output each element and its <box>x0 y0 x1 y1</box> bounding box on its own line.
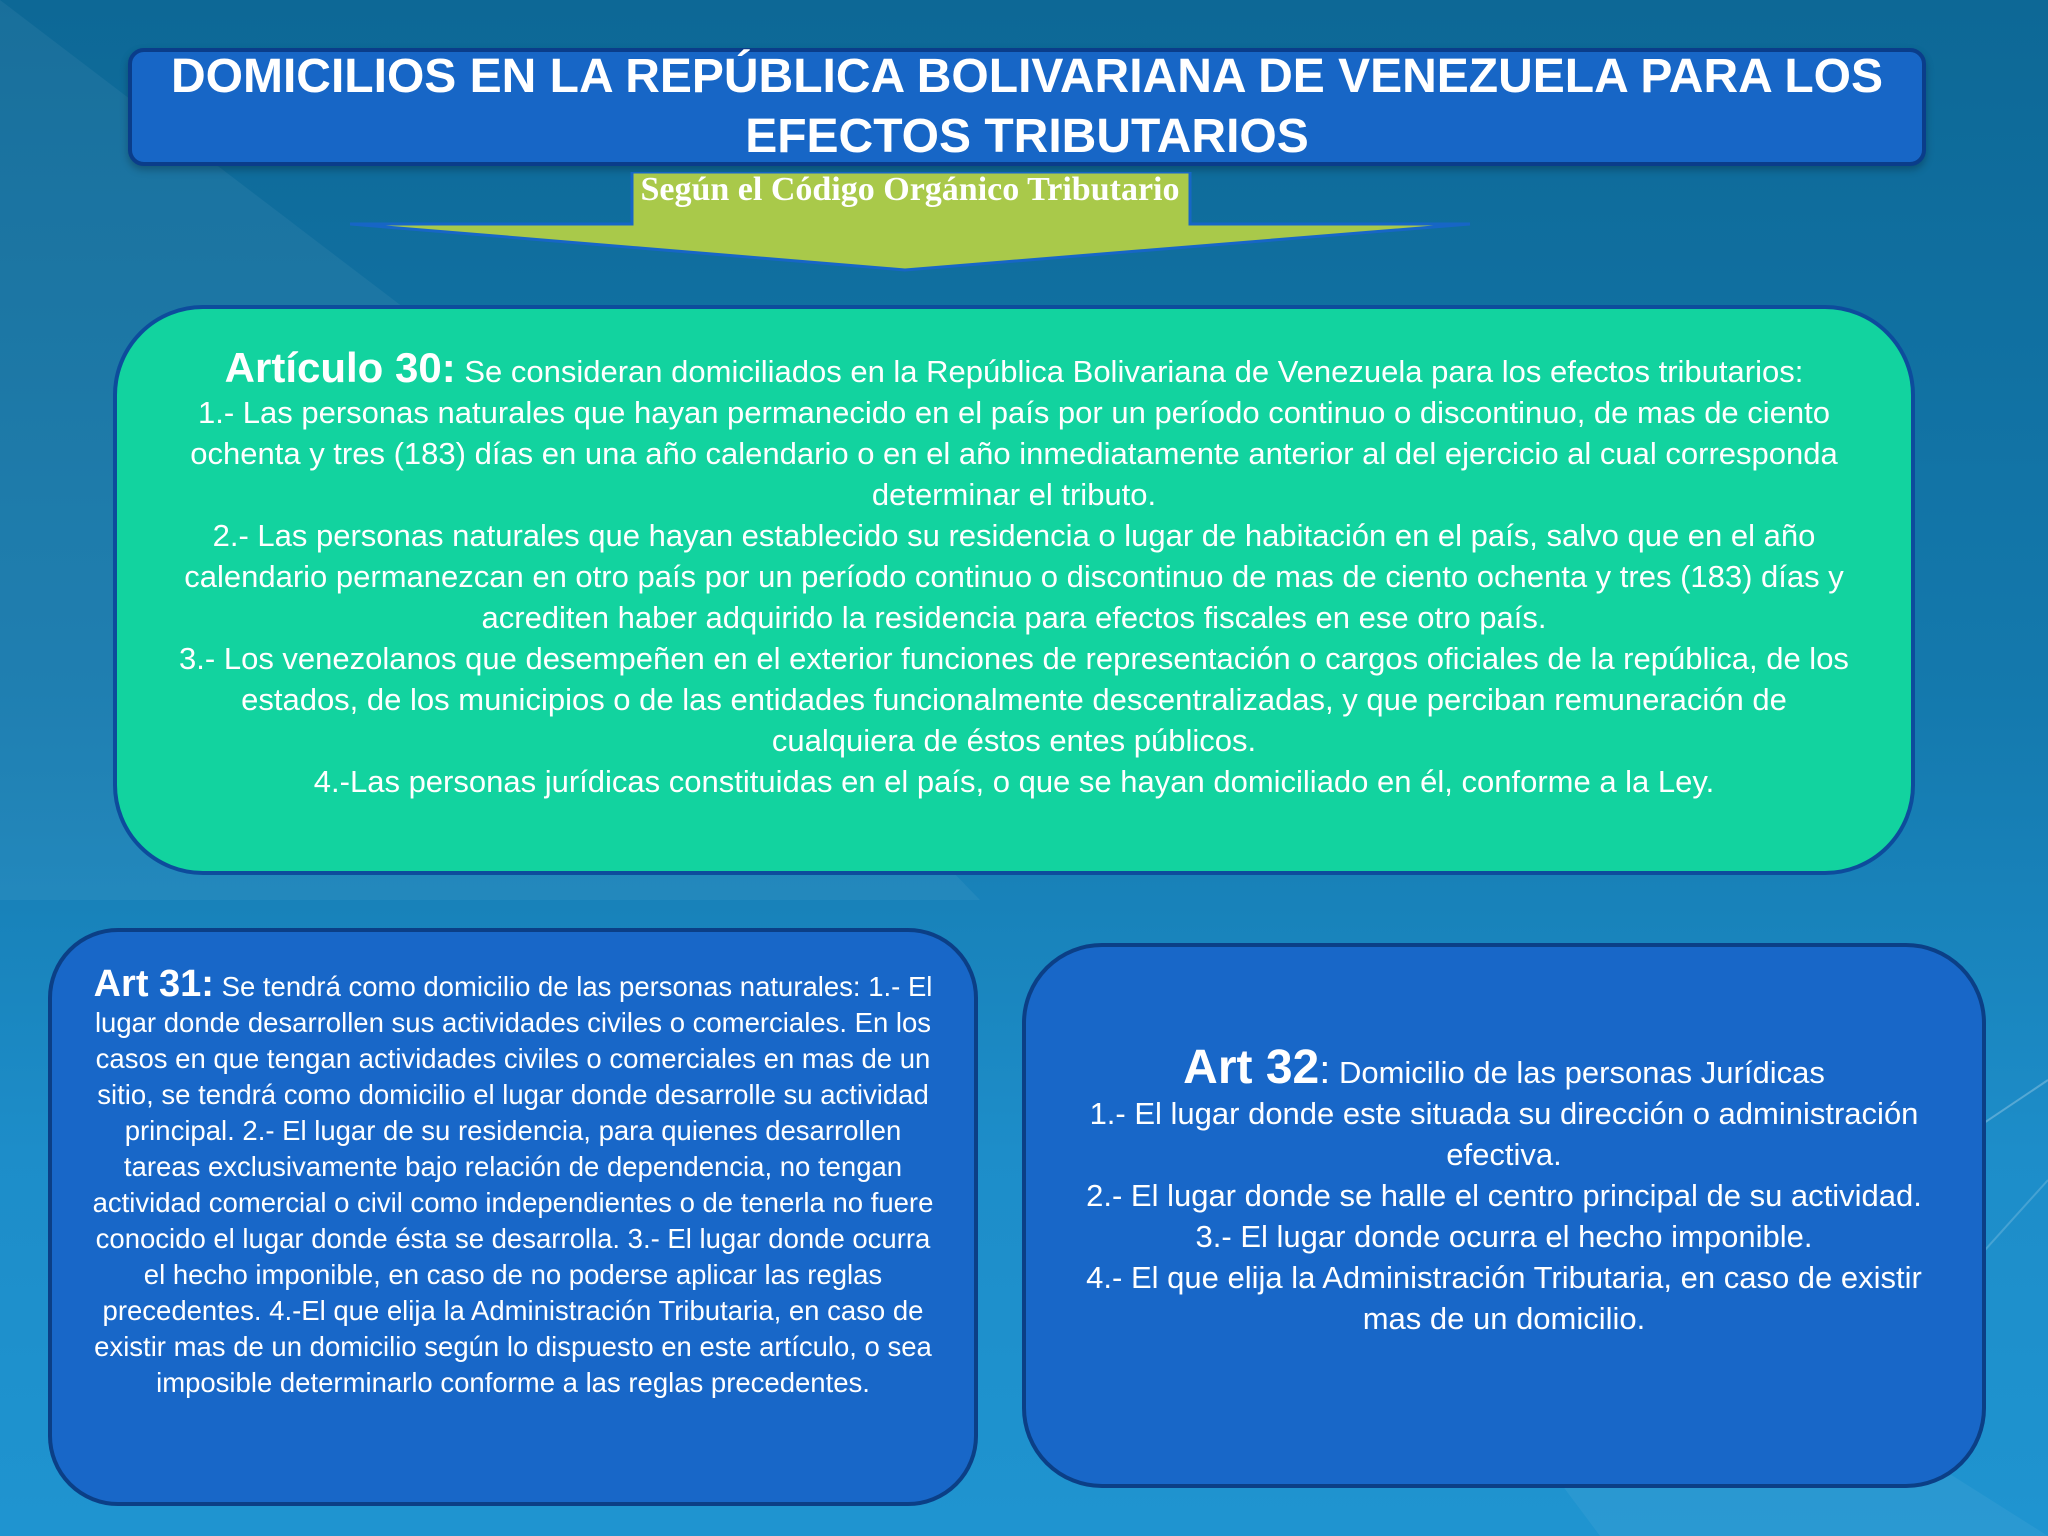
title-box <box>128 48 1926 166</box>
page-title: DOMICILIOS EN LA REPÚBLICA BOLIVARIANA DE VENEZUELA PARA LOS EFECTOS TRIBUTARIOS <box>170 50 1884 163</box>
article-31-body: Se tendrá como domicilio de las personas naturales: 1.- El lugar donde desarrollen sus actividades civiles o comerciales. En los casos en que tengan actividades civiles o comerciales en mas de un sitio, se tendrá como domicilio el lugar donde desarrolle su actividad principal. 2.- El lugar de su residencia, para quienes desarrollen tareas exclusivamente bajo relación de dependencia, no tengan actividad comercial o civil como independientes o de tenerla no fuere conocido el lugar donde ésta se desarrolla. 3.- El lugar donde ocurra el hecho imponible, en caso de no poderse aplicar las reglas precedentes. 4.-El que elija la Administración Tributaria, en caso de existir mas de un domicilio según lo dispuesto en este artículo, o sea imposible determinarlo conforme a las reglas precedentes. <box>92 971 934 1398</box>
article-30-item-2: 2.- Las personas naturales que hayan establecido su residencia o lugar de habitación en el país, salvo que en el año calendario permanezcan en otro país por un período continuo o discontinuo de mas de ciento ochenta y tres (183) días y acrediten haber adquirido la residencia para efectos fiscales en ese otro país. <box>184 518 1844 635</box>
article-32-intro: Domicilio de las personas Jurídicas <box>1338 1055 1825 1090</box>
article-31-card <box>48 928 978 1506</box>
article-32-heading: Art 32 <box>1183 1041 1320 1094</box>
article-30-item-1: 1.- Las personas naturales que hayan permanecido en el país por un período continuo o discontinuo, de mas de ciento ochenta y tres (183) días en una año calendario o en el año inmediatamente anterior al del ejercicio al cual corresponda determinar el tributo. <box>190 395 1838 512</box>
subtitle: Según el Código Orgánico Tributario <box>640 171 1180 208</box>
article-30-heading: Artículo 30: <box>224 344 456 391</box>
article-30-item-3: 3.- Los venezolanos que desempeñen en el exterior funciones de representación o cargos oficiales de la república, de los estados, de los municipios o de las entidades funcionalmente descentralizadas, y que perciban remuneración de cualquiera de éstos entes públicos. <box>179 641 1849 758</box>
article-32-item-1: 1.- El lugar donde este situada su dirección o administración efectiva. <box>1089 1096 1919 1172</box>
article-32-item-2: 2.- El lugar donde se halle el centro principal de su actividad. <box>1086 1178 1922 1213</box>
article-32-item-4: 4.- El que elija la Administración Tributaria, en caso de existir mas de un domicilio. <box>1086 1260 1922 1336</box>
article-31-heading: Art 31: <box>93 963 214 1005</box>
article-32-item-3: 3.- El lugar donde ocurra el hecho imponible. <box>1195 1219 1813 1254</box>
article-30-card <box>113 305 1915 875</box>
article-30-item-4: 4.-Las personas jurídicas constituidas en el país, o que se hayan domiciliado en él, conforme a la Ley. <box>313 764 1715 799</box>
article-30-intro: Se consideran domiciliados en la República Bolivariana de Venezuela para los efectos tributarios: <box>464 354 1804 389</box>
article-32-card: Art 32: Domicilio de las personas Jurídicas 1.- El lugar donde este situada su dirección o administración efectiva. 2.- El lugar donde se halle el centro principal de su actividad. 3.- El lugar donde ocurra el hecho imponible. 4.- El que elija la Administración Tributaria, en caso de existir mas de un domicilio. <box>1022 943 1986 1488</box>
